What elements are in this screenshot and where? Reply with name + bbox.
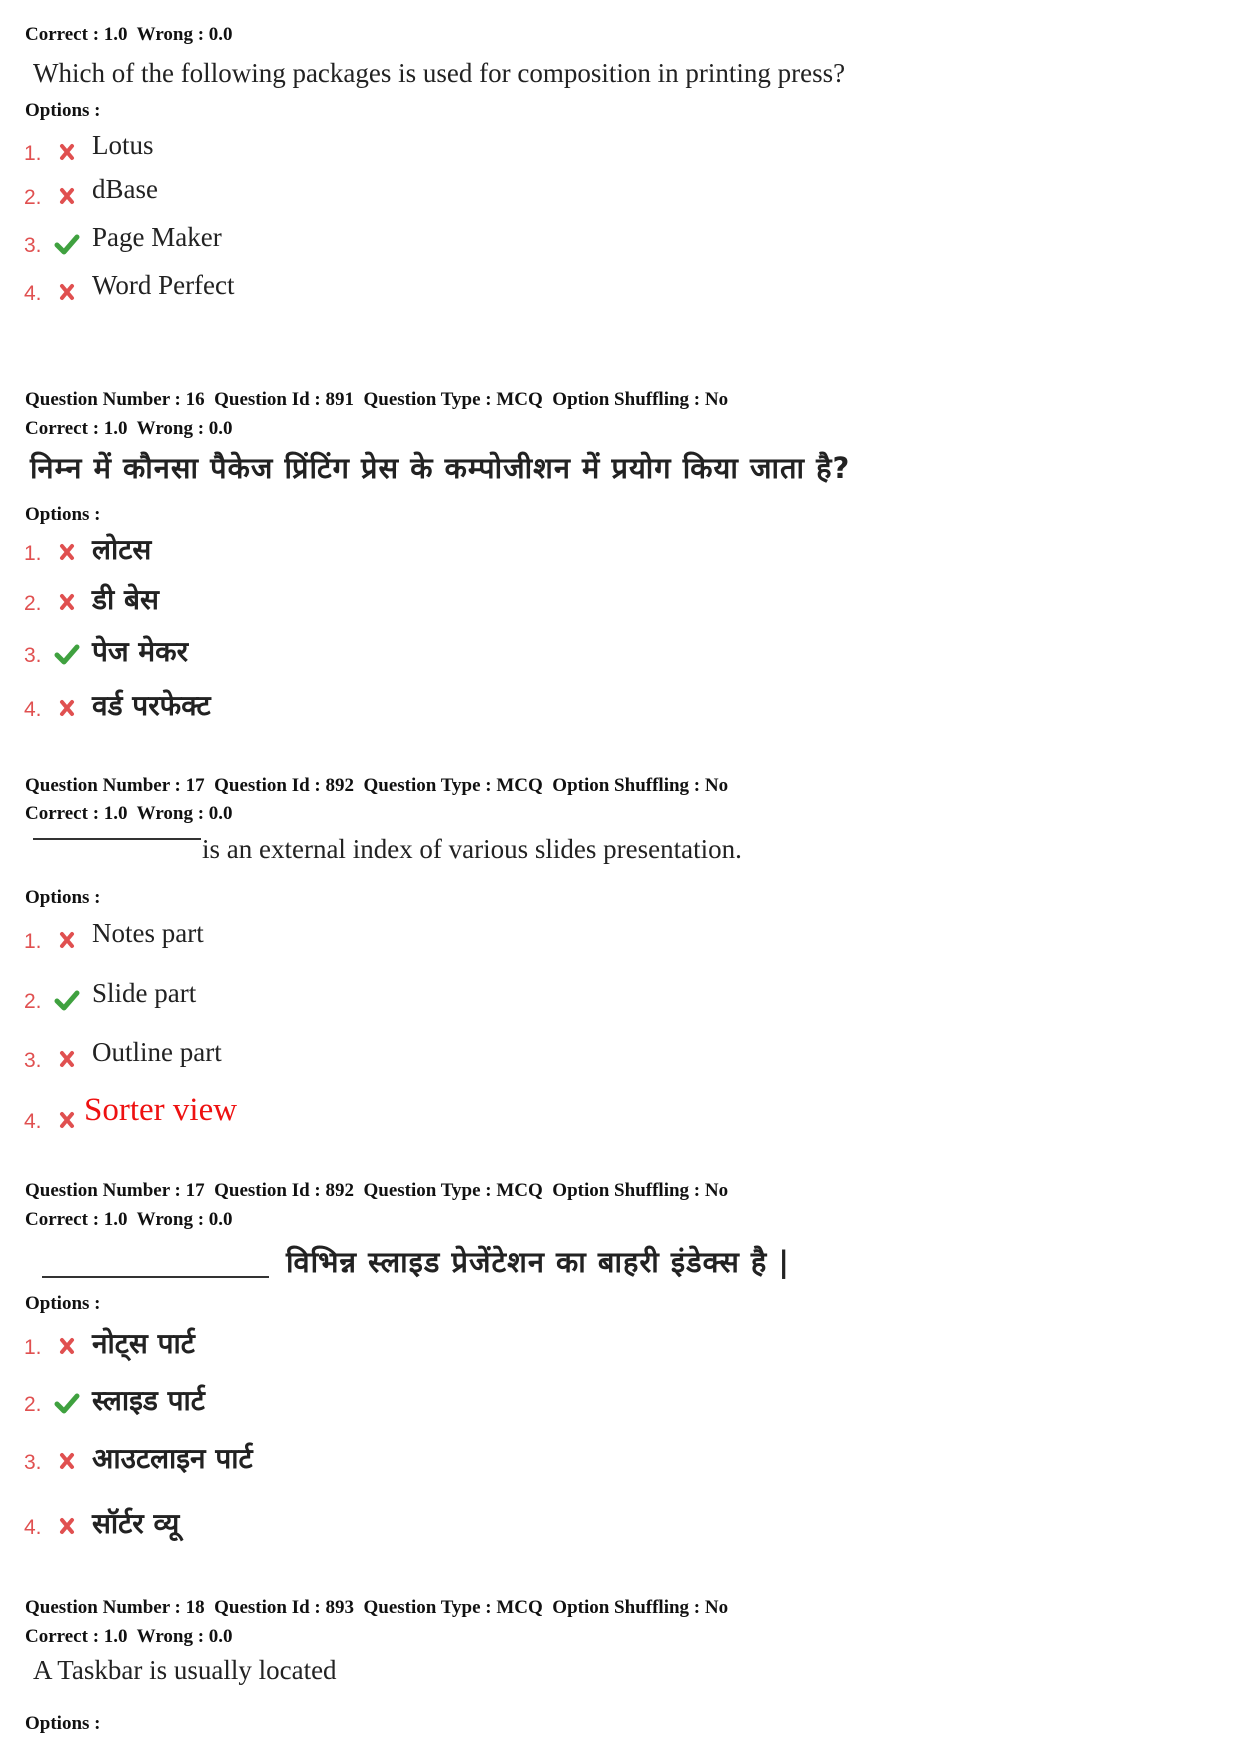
option-text: लोटस	[92, 533, 152, 566]
option-text: Slide part	[92, 978, 197, 1008]
cross-icon	[54, 696, 80, 720]
option-number: 4.	[24, 698, 42, 721]
check-icon	[54, 988, 80, 1012]
option-number: 2.	[24, 1393, 42, 1416]
check-icon	[54, 1391, 80, 1415]
option-text: पेज मेकर	[92, 635, 189, 668]
option-number: 1.	[24, 142, 42, 165]
question-header: Question Number : 16 Question Id : 891 Question Type : MCQ Option Shuffling : No	[25, 389, 729, 410]
cross-icon	[54, 140, 80, 164]
option-text: स्लाइड पार्ट	[92, 1384, 205, 1417]
option-text: Sorter view	[84, 1092, 238, 1128]
option-text: वर्ड परफेक्ट	[92, 689, 211, 722]
options-label: Options :	[25, 887, 101, 908]
option-number: 3.	[24, 1451, 42, 1474]
option-number: 4.	[24, 1110, 42, 1133]
question-text: Which of the following packages is used for composition in printing press?	[33, 58, 846, 88]
score-line: Correct : 1.0 Wrong : 0.0	[25, 24, 233, 45]
score-line: Correct : 1.0 Wrong : 0.0	[25, 803, 233, 824]
cross-icon	[54, 540, 80, 564]
options-label: Options :	[25, 504, 101, 525]
option-text: Lotus	[92, 130, 154, 160]
cross-icon	[54, 1108, 80, 1132]
option-number: 1.	[24, 542, 42, 565]
score-line: Correct : 1.0 Wrong : 0.0	[25, 418, 233, 439]
question-text: is an external index of various slides presentation.	[202, 834, 742, 864]
cross-icon	[54, 1449, 80, 1473]
cross-icon	[54, 280, 80, 304]
check-icon	[54, 232, 80, 256]
cross-icon	[54, 184, 80, 208]
option-text: Notes part	[92, 918, 204, 948]
question-text: निम्न में कौनसा पैकेज प्रिंटिंग प्रेस के कम्पोजीशन में प्रयोग किया जाता है?	[30, 451, 851, 485]
option-text: Page Maker	[92, 222, 222, 252]
option-text: सॉर्टर व्यू	[92, 1507, 180, 1540]
option-number: 3.	[24, 644, 42, 667]
option-text: Word Perfect	[92, 270, 235, 300]
option-number: 3.	[24, 1049, 42, 1072]
answer-blank	[42, 1276, 269, 1278]
option-number: 2.	[24, 592, 42, 615]
option-number: 1.	[24, 1336, 42, 1359]
option-number: 1.	[24, 930, 42, 953]
cross-icon	[54, 1334, 80, 1358]
score-line: Correct : 1.0 Wrong : 0.0	[25, 1626, 233, 1647]
option-text: नोट्स पार्ट	[92, 1327, 195, 1360]
options-label: Options :	[25, 1713, 101, 1734]
question-header: Question Number : 17 Question Id : 892 Question Type : MCQ Option Shuffling : No	[25, 1180, 729, 1201]
question-header: Question Number : 18 Question Id : 893 Question Type : MCQ Option Shuffling : No	[25, 1597, 729, 1618]
option-text: Outline part	[92, 1037, 222, 1067]
option-text: आउटलाइन पार्ट	[92, 1442, 253, 1475]
option-number: 2.	[24, 186, 42, 209]
cross-icon	[54, 590, 80, 614]
options-label: Options :	[25, 1293, 101, 1314]
check-icon	[54, 642, 80, 666]
cross-icon	[54, 1047, 80, 1071]
option-number: 4.	[24, 1516, 42, 1539]
options-label: Options :	[25, 100, 101, 121]
question-header: Question Number : 17 Question Id : 892 Question Type : MCQ Option Shuffling : No	[25, 775, 729, 796]
option-number: 2.	[24, 990, 42, 1013]
answer-blank	[33, 838, 201, 840]
option-text: डी बेस	[92, 583, 159, 616]
question-text: विभिन्न स्लाइड प्रेजेंटेशन का बाहरी इंडेक्स है |	[286, 1245, 790, 1279]
option-text: dBase	[92, 174, 158, 204]
cross-icon	[54, 1514, 80, 1538]
cross-icon	[54, 928, 80, 952]
question-text: A Taskbar is usually located	[33, 1655, 337, 1685]
option-number: 3.	[24, 234, 42, 257]
option-number: 4.	[24, 282, 42, 305]
score-line: Correct : 1.0 Wrong : 0.0	[25, 1209, 233, 1230]
